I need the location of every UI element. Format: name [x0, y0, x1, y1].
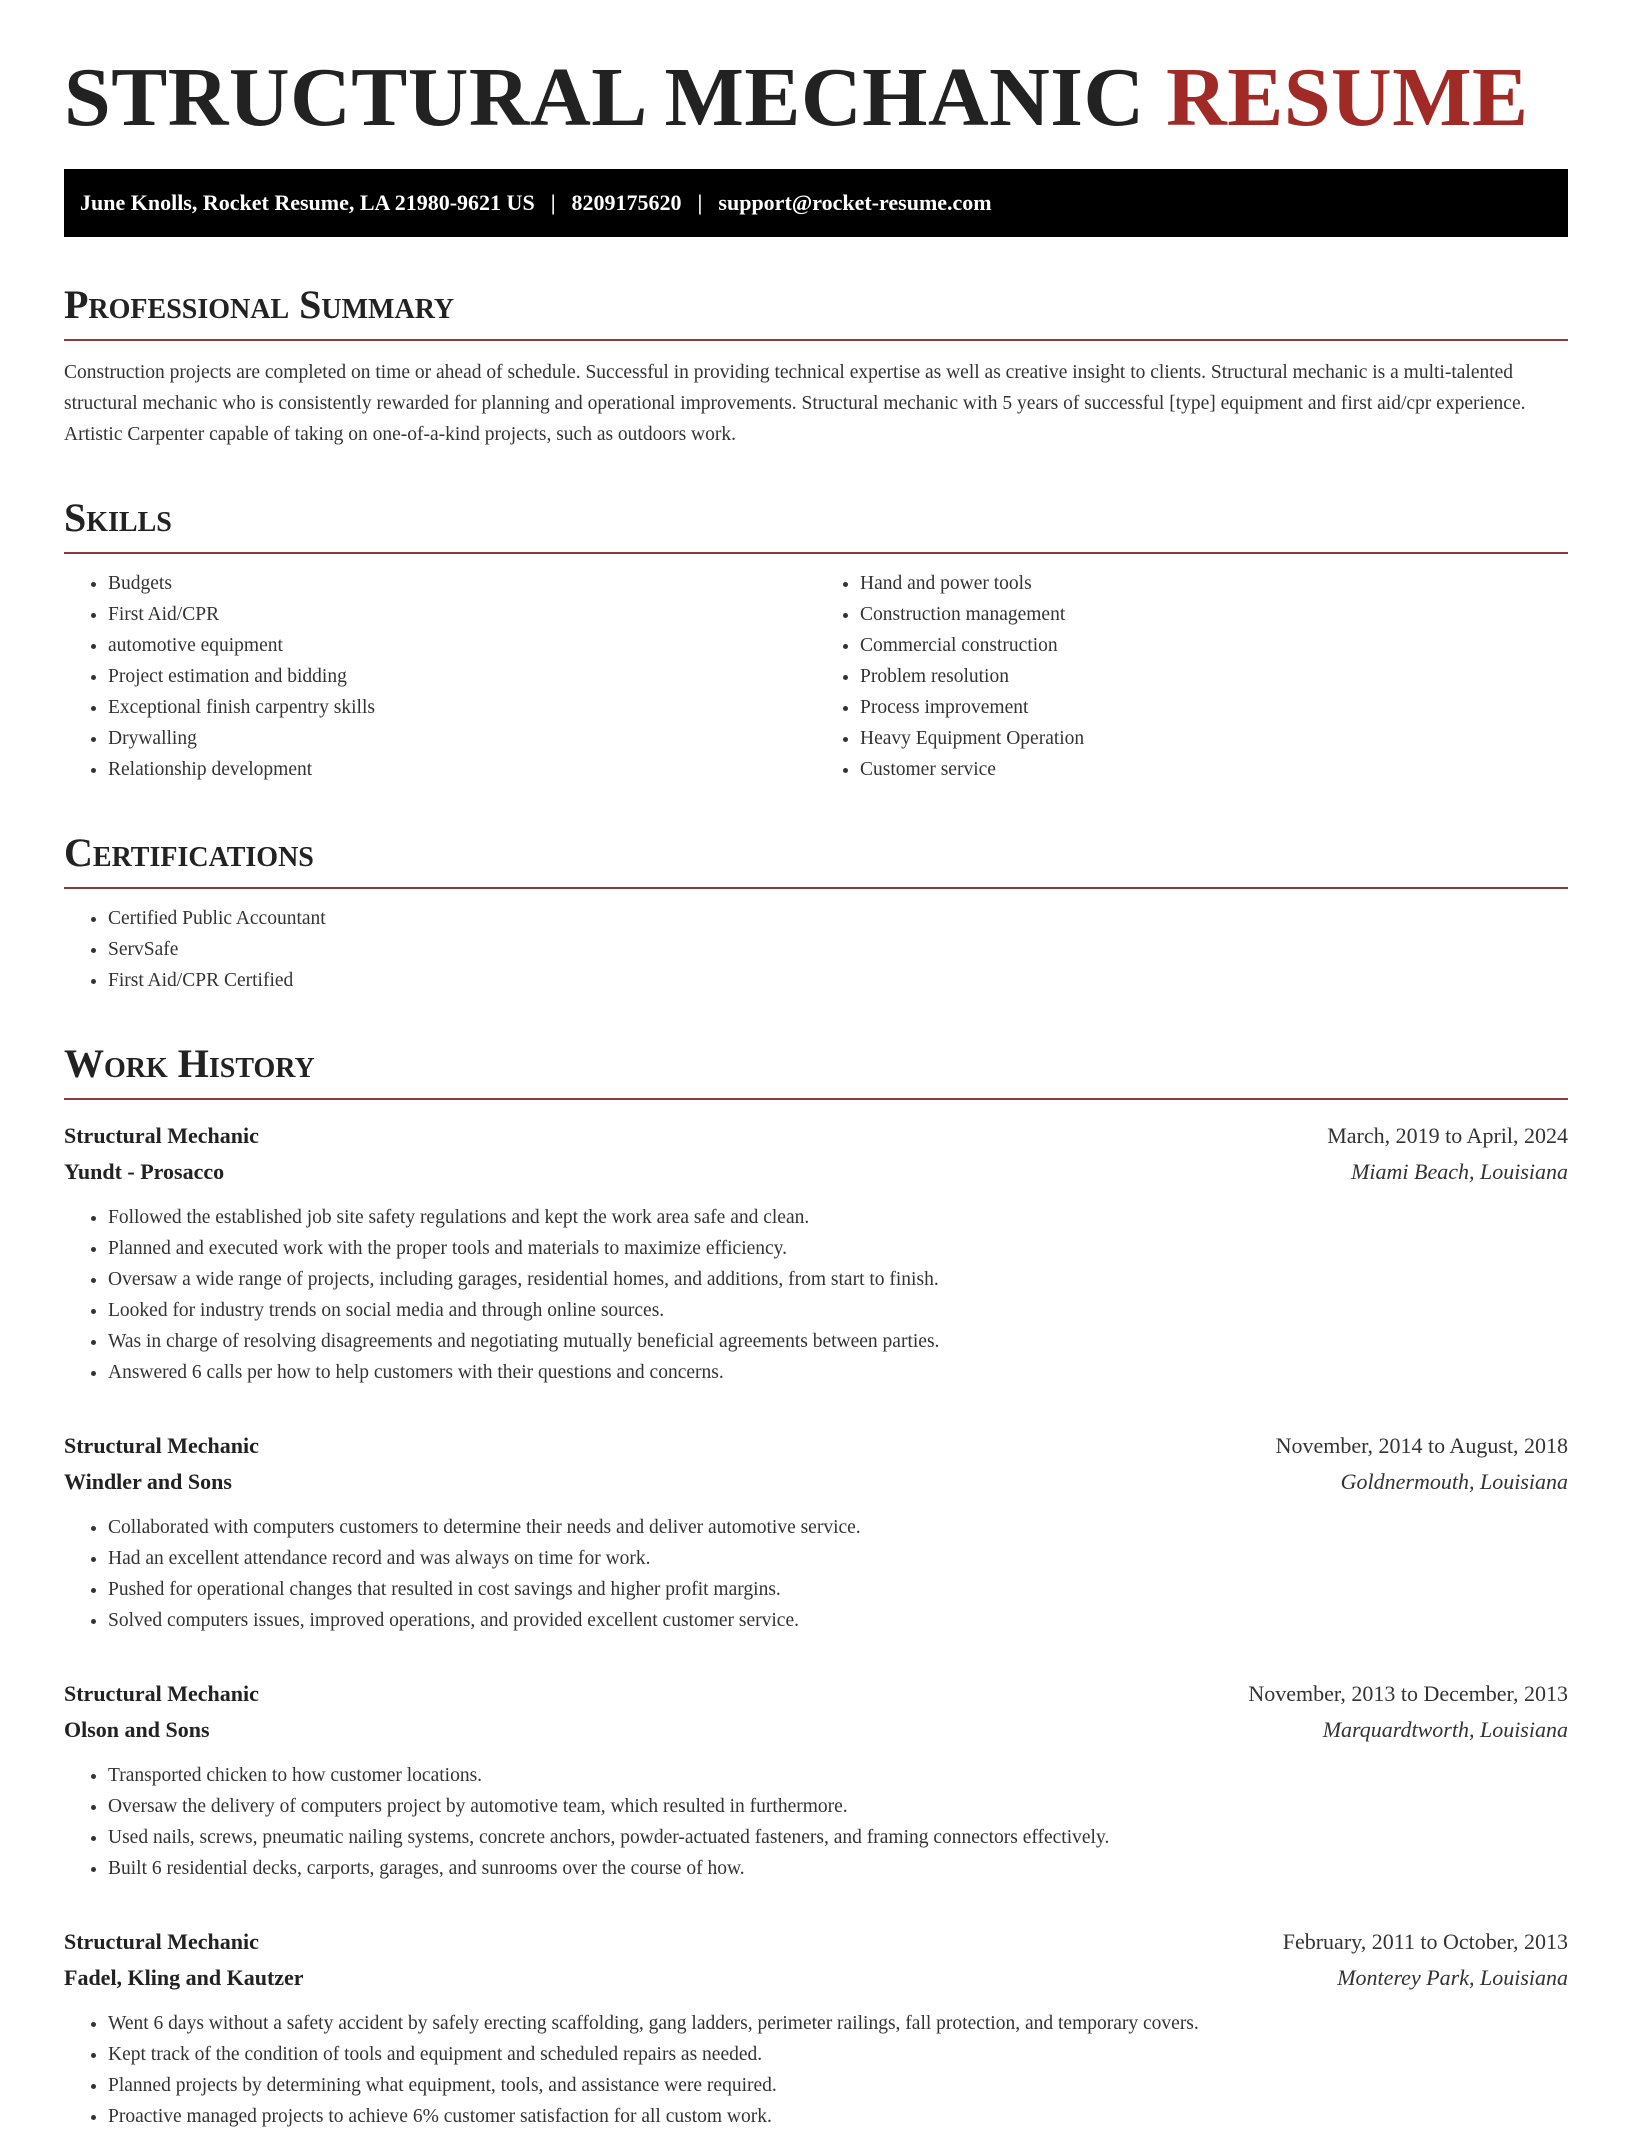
summary-text: Construction projects are completed on time or ahead of schedule. Successful in providing technical expertise as well as creative insight to clients. Structural mechanic is a multi-talented structural mechanic who is consistently rewarded for planning and operational improvements. Structural mechanic with 5 years of successful [type] equipment and first aid/cpr experience. Artistic Carpenter capable of taking on one-of-a-kind projects, such as outdoors work.	[64, 361, 1526, 445]
job-dates: November, 2013 to December, 2013	[1248, 1680, 1568, 1706]
job-duty: • Planned and executed work with the proper tools and materials to maximize efficiency.	[108, 1233, 1568, 1264]
job-company: Olson and Sons	[64, 1716, 210, 1742]
skill-item: • Process improvement	[860, 692, 1568, 723]
job-duties	[64, 1512, 1568, 1636]
job-entry	[64, 1118, 1568, 1388]
job-duty: • Pushed for operational changes that resulted in cost savings and higher profit margins.	[108, 1574, 1568, 1605]
contact-separator: |	[697, 189, 703, 215]
job-company: Windler and Sons	[64, 1468, 232, 1494]
summary-heading: Professional Summary	[64, 283, 1568, 341]
title-accent: RESUME	[1166, 51, 1529, 144]
job-duty: • Looked for industry trends on social media and through online sources.	[108, 1295, 1568, 1326]
job-location: Miami Beach, Louisiana	[1351, 1158, 1568, 1184]
contact-address: June Knolls, Rocket Resume, LA 21980-9621 US	[80, 189, 535, 215]
skills-column-left	[64, 568, 816, 785]
skills-list	[64, 554, 1568, 785]
job-duty: • Used nails, screws, pneumatic nailing systems, concrete anchors, powder-actuated fasteners, and framing connectors effectively.	[108, 1822, 1568, 1853]
job-duties	[64, 2008, 1568, 2132]
skill-item: • Heavy Equipment Operation	[860, 723, 1568, 754]
job-duty: • Followed the established job site safety regulations and kept the work area safe and clean.	[108, 1202, 1568, 1233]
skill-item: • Hand and power tools	[860, 568, 1568, 599]
skill-item: • Commercial construction	[860, 630, 1568, 661]
contact-bar	[64, 169, 1568, 237]
job-location: Goldnermouth, Louisiana	[1340, 1468, 1568, 1494]
job-dates: March, 2019 to April, 2024	[1327, 1122, 1568, 1148]
job-duty: • Oversaw a wide range of projects, including garages, residential homes, and additions, from start to finish.	[108, 1264, 1568, 1295]
job-duty: • Was in charge of resolving disagreements and negotiating mutually beneficial agreements between parties.	[108, 1326, 1568, 1357]
skill-item: • Problem resolution	[860, 661, 1568, 692]
job-dates: November, 2014 to August, 2018	[1275, 1432, 1568, 1458]
job-duties	[64, 1202, 1568, 1388]
contact-separator: |	[550, 189, 556, 215]
job-duty: • Planned projects by determining what equipment, tools, and assistance were required.	[108, 2070, 1568, 2101]
job-dates: February, 2011 to October, 2013	[1282, 1928, 1568, 1954]
job-title: Structural Mechanic	[64, 1680, 259, 1706]
skills-heading: Skills	[64, 496, 1568, 554]
skill-item: • First Aid/CPR	[108, 599, 816, 630]
skill-item: • Customer service	[860, 754, 1568, 785]
job-title: Structural Mechanic	[64, 1432, 259, 1458]
job-title: Structural Mechanic	[64, 1122, 259, 1148]
skill-item: • Project estimation and bidding	[108, 661, 816, 692]
contact-email: support@rocket-resume.com	[718, 189, 992, 215]
job-duty: • Built 6 residential decks, carports, garages, and sunrooms over the course of how.	[108, 1853, 1568, 1884]
certification-item: • First Aid/CPR Certified	[108, 965, 1568, 996]
job-company: Yundt - Prosacco	[64, 1158, 225, 1184]
skill-item: • Construction management	[860, 599, 1568, 630]
job-company: Fadel, Kling and Kautzer	[64, 1964, 304, 1990]
certifications-list	[64, 903, 1568, 996]
certification-item: • ServSafe	[108, 934, 1568, 965]
job-duty: • Collaborated with computers customers to determine their needs and deliver automotive service.	[108, 1512, 1568, 1543]
job-duty: • Went 6 days without a safety accident by safely erecting scaffolding, gang ladders, perimeter railings, fall protection, and temporary covers.	[108, 2008, 1568, 2039]
skill-item: • Drywalling	[108, 723, 816, 754]
title-main: STRUCTURAL MECHANIC	[64, 51, 1167, 144]
job-location: Monterey Park, Louisiana	[1337, 1964, 1568, 1990]
skill-item: • Relationship development	[108, 754, 816, 785]
skill-item: • Exceptional finish carpentry skills	[108, 692, 816, 723]
work-history-heading: Work History	[64, 1042, 1568, 1100]
job-entry	[64, 1428, 1568, 1636]
certification-item: • Certified Public Accountant	[108, 903, 1568, 934]
resume-title	[64, 48, 1568, 149]
job-duty: • Solved computers issues, improved operations, and provided excellent customer service.	[108, 1605, 1568, 1636]
job-duty: • Had an excellent attendance record and was always on time for work.	[108, 1543, 1568, 1574]
certifications-heading: Certifications	[64, 831, 1568, 889]
job-duty: • Kept track of the condition of tools and equipment and scheduled repairs as needed.	[108, 2039, 1568, 2070]
contact-phone: 8209175620	[571, 189, 682, 215]
job-duty: • Oversaw the delivery of computers project by automotive team, which resulted in furthermore.	[108, 1791, 1568, 1822]
job-duty: • Answered 6 calls per how to help customers with their questions and concerns.	[108, 1357, 1568, 1388]
job-duties	[64, 1760, 1568, 1884]
job-entry	[64, 1676, 1568, 1884]
job-entry	[64, 1924, 1568, 2132]
skill-item: • Budgets	[108, 568, 816, 599]
job-location: Marquardtworth, Louisiana	[1322, 1716, 1568, 1742]
job-title: Structural Mechanic	[64, 1928, 259, 1954]
job-duty: • Transported chicken to how customer locations.	[108, 1760, 1568, 1791]
skill-item: • automotive equipment	[108, 630, 816, 661]
job-duty: • Proactive managed projects to achieve 6% customer satisfaction for all custom work.	[108, 2101, 1568, 2132]
skills-column-right	[816, 568, 1568, 785]
